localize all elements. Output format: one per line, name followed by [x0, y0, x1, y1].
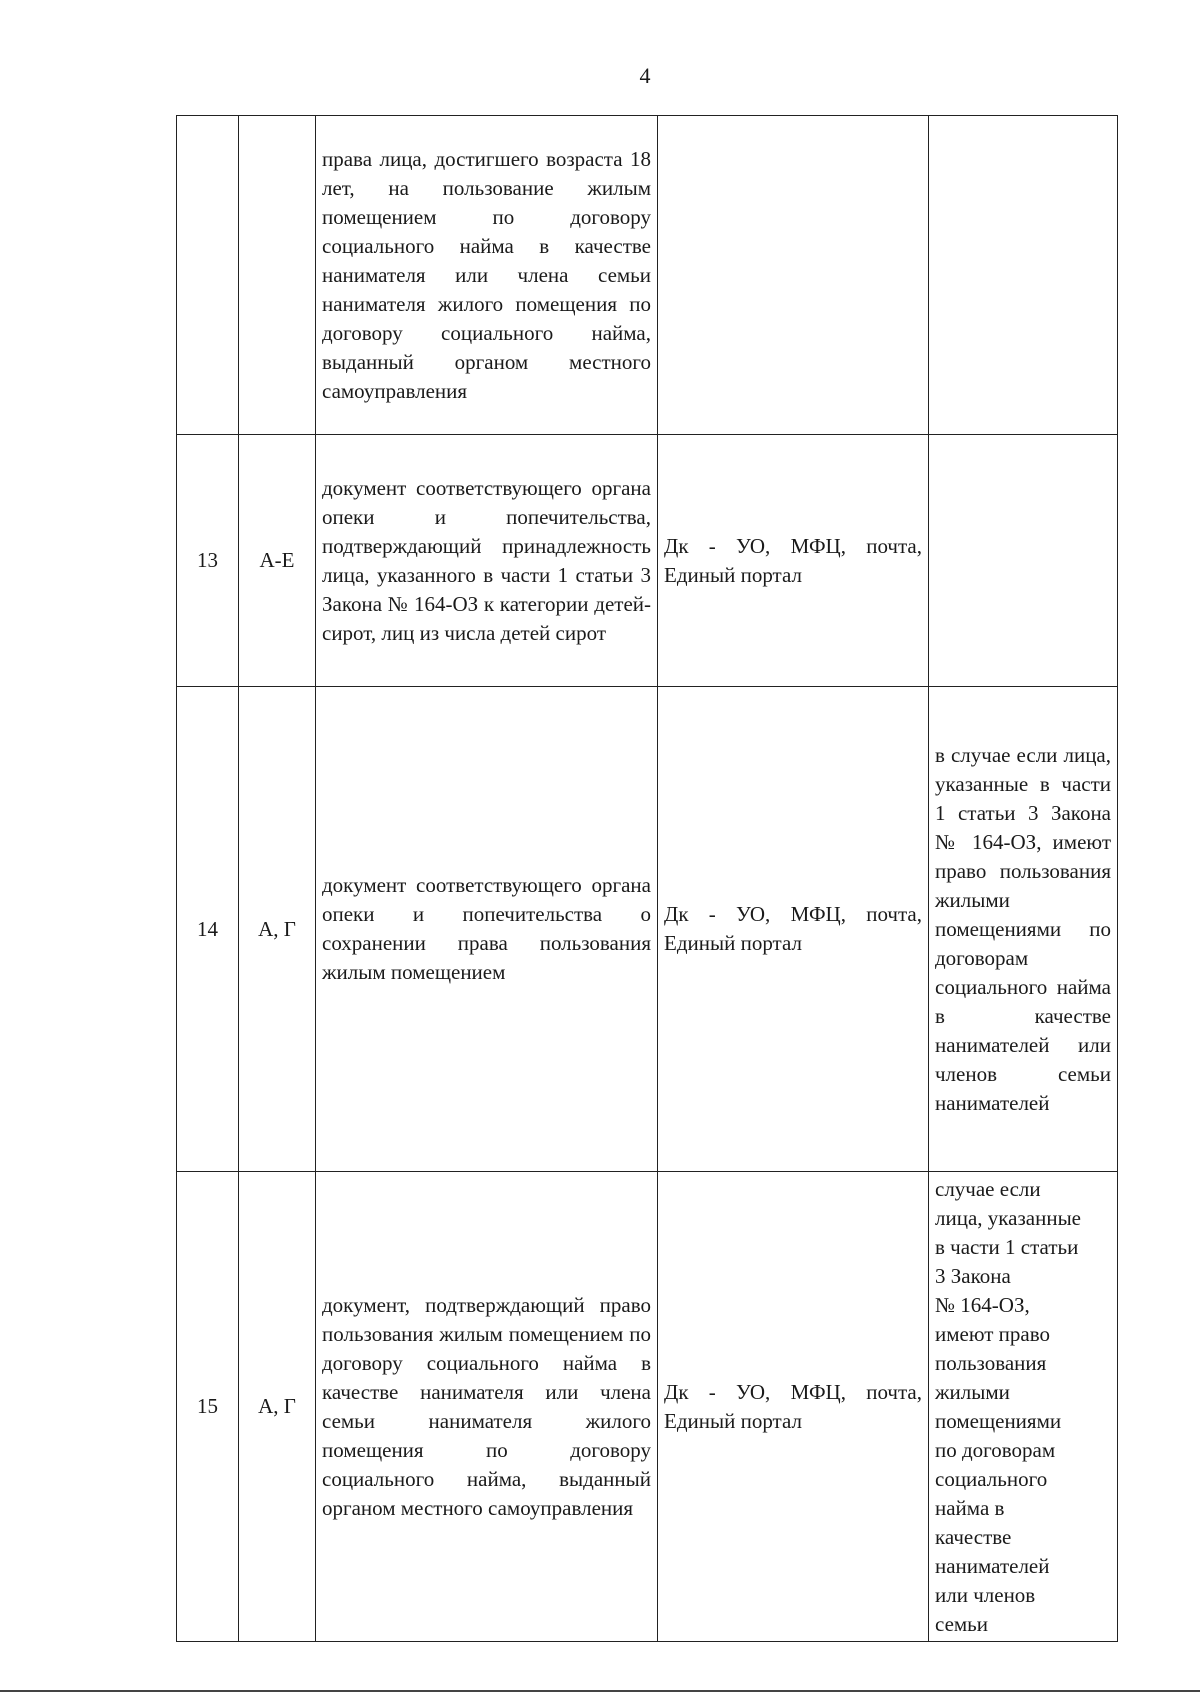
page-bottom-rule	[0, 1690, 1200, 1692]
document-description-cell: документ соответствующего органа опеки и попечительства, подтверждающий принадлежность лица, указанного в части 1 статьи 3 Закона № 164-ОЗ к категории детей-сирот, лиц из числа детей сирот	[316, 435, 658, 687]
submission-method-cell: Дк - УО, МФЦ, почта, Единый портал	[658, 1172, 929, 1642]
note-line: имеют право	[935, 1321, 1051, 1346]
submission-method-cell: Дк - УО, МФЦ, почта, Единый портал	[658, 435, 929, 687]
submission-method-cell: Дк - УО, МФЦ, почта, Единый портал	[658, 687, 929, 1172]
table-row	[177, 687, 1118, 1172]
note-line: лица, указанные	[935, 1205, 1082, 1230]
table-row	[177, 116, 1118, 435]
note-cell: в случае если лица, указанные в части 1 статьи 3 Закона № 164-ОЗ, имеют право пользования жилыми помещениями по договорам социального найма в качестве нанимателей или членов семьи нанимателей	[929, 687, 1118, 1172]
note-cell	[929, 116, 1118, 435]
row-number-cell: 13	[177, 435, 239, 687]
table-row	[177, 1172, 1118, 1642]
note-line: социального	[935, 1466, 1048, 1491]
document-description-cell: документ, подтверждающий право пользования жилым помещением по договору социального найма в качестве нанимателя или члена семьи нанимателя жилого помещения по договору социального найма, выданный органом местного самоуправления	[316, 1172, 658, 1642]
category-cell	[239, 116, 316, 435]
table-row	[177, 435, 1118, 687]
row-number-cell	[177, 116, 239, 435]
category-cell: А, Г	[239, 1172, 316, 1642]
row-number-cell: 14	[177, 687, 239, 1172]
note-line: в части 1 статьи	[935, 1234, 1079, 1259]
note-line: случае если	[935, 1176, 1041, 1201]
category-cell: А, Г	[239, 687, 316, 1172]
document-description-cell: права лица, достигшего возраста 18 лет, на пользование жилым помещением по договору социального найма в качестве нанимателя или члена семьи нанимателя жилого помещения по договору социального найма, выданный органом местного самоуправления	[316, 116, 658, 435]
note-line: № 164-ОЗ,	[935, 1292, 1030, 1317]
note-line: жилыми	[935, 1379, 1010, 1404]
note-line: пользования	[935, 1350, 1047, 1375]
document-description-cell: документ соответствующего органа опеки и попечительства о сохранении права пользования жилым помещением	[316, 687, 658, 1172]
page-number: 4	[639, 63, 651, 88]
note-line: найма в	[935, 1495, 1005, 1520]
note-cell	[929, 1172, 1118, 1642]
note-cell	[929, 435, 1118, 687]
note-line: качестве	[935, 1524, 1012, 1549]
category-cell: А-Е	[239, 435, 316, 687]
note-line: по договорам	[935, 1437, 1056, 1462]
documents-table	[176, 115, 1118, 1642]
note-line: помещениями	[935, 1408, 1062, 1433]
note-line: нанимателей	[935, 1553, 1050, 1578]
note-line: 3 Закона	[935, 1263, 1011, 1288]
submission-method-cell	[658, 116, 929, 435]
row-number-cell: 15	[177, 1172, 239, 1642]
note-line: семьи	[935, 1611, 989, 1636]
note-line: или членов	[935, 1582, 1036, 1607]
